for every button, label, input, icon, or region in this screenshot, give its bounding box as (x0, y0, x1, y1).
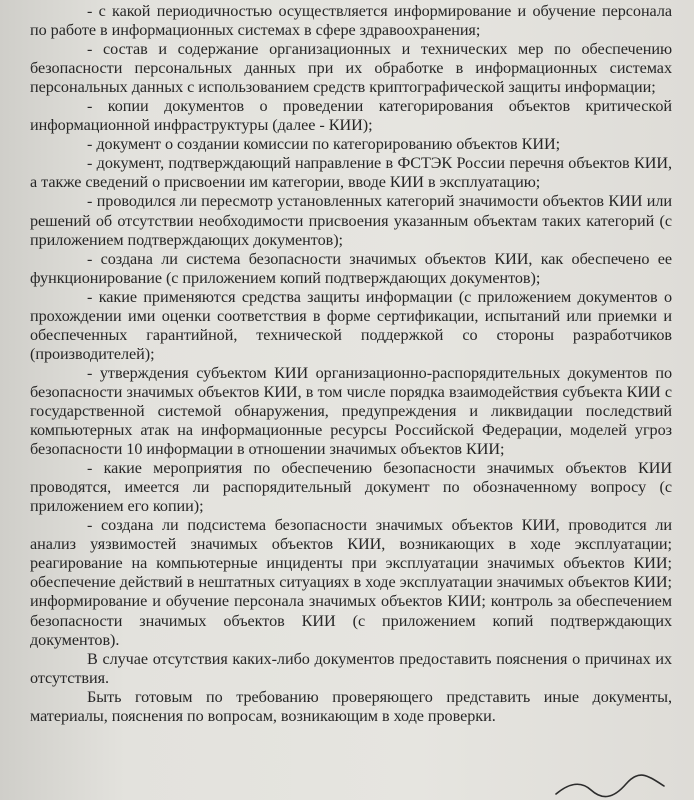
list-item: - создана ли система безопасности значимых объектов КИИ, как обеспечено ее функционирование (с приложением копий подтверждающих документов); (30, 249, 672, 287)
list-item: - копии документов о проведении категорирования объектов критической информационной инфраструктуры (далее - КИИ); (30, 97, 672, 135)
list-item: - документ, подтверждающий направление в ФСТЭК России перечня объектов КИИ, а также сведений о присвоении им категории, вводе КИИ в эксплуатацию; (30, 154, 672, 192)
list-item: - какие применяются средства защиты информации (с приложением документов о прохождении ими оценки соответствия в форме сертификации, испытаний или приемки и обеспеченных гарантийной, технической поддержкой со стороны разработчиков (производителей); (30, 287, 672, 363)
list-item: - документ о создании комиссии по категорированию объектов КИИ; (87, 135, 561, 154)
list-item: - проводился ли пересмотр установленных категорий значимости объектов КИИ или решений об отсутствии необходимости присвоения указанным объектам таких категорий (с приложением подтверждающих документов); (30, 192, 672, 249)
document-body (30, 2, 672, 726)
additional-materials-paragraph: Быть готовым по требованию проверяющего представить иные документы, материалы, пояснения по вопросам, возникающим в ходе проверки. (30, 687, 672, 725)
list-item: - создана ли подсистема безопасности значимых объектов КИИ, проводится ли анализ уязвимостей значимых объектов КИИ, возникающих в ходе эксплуатации; реагирование на компьютерные инциденты при эксплуатации значимых объектов КИИ; обеспечение действий в нештатных ситуациях в ходе эксплуатации значимых объектов КИИ; информирование и обучение персонала значимых объектов КИИ; контроль за обеспечением безопасности значимых объектов КИИ (с приложением копий подтверждающих документов). (30, 516, 672, 649)
list-item: - какие мероприятия по обеспечению безопасности значимых объектов КИИ проводятся, имеется ли распорядительный документ по обозначенному вопросу (с приложением его копии); (30, 459, 672, 516)
list-item: - состав и содержание организационных и технических мер по обеспечению безопасности персональных данных при их обработке в информационных системах персональных данных с использованием средств криптографической защиты информации; (30, 40, 672, 97)
list-item: - утверждения субъектом КИИ организационно-распорядительных документов по безопасности значимых объектов КИИ, в том числе порядка взаимодействия субъекта КИИ с государственной системой обнаружения, предупреждения и ликвидации последствий компьютерных атак на информационные ресурсы Российской Федерации, моделей угроз безопасности 10 информации в отношении значимых объектов КИИ; (30, 363, 672, 459)
signature-stroke (550, 770, 670, 800)
list-item: - с какой периодичностью осуществляется информирование и обучение персонала по работе в информационных системах в сфере здравоохранения; (30, 2, 672, 40)
missing-documents-paragraph: В случае отсутствия каких-либо документов предоставить пояснения о причинах их отсутствия. (30, 649, 672, 687)
